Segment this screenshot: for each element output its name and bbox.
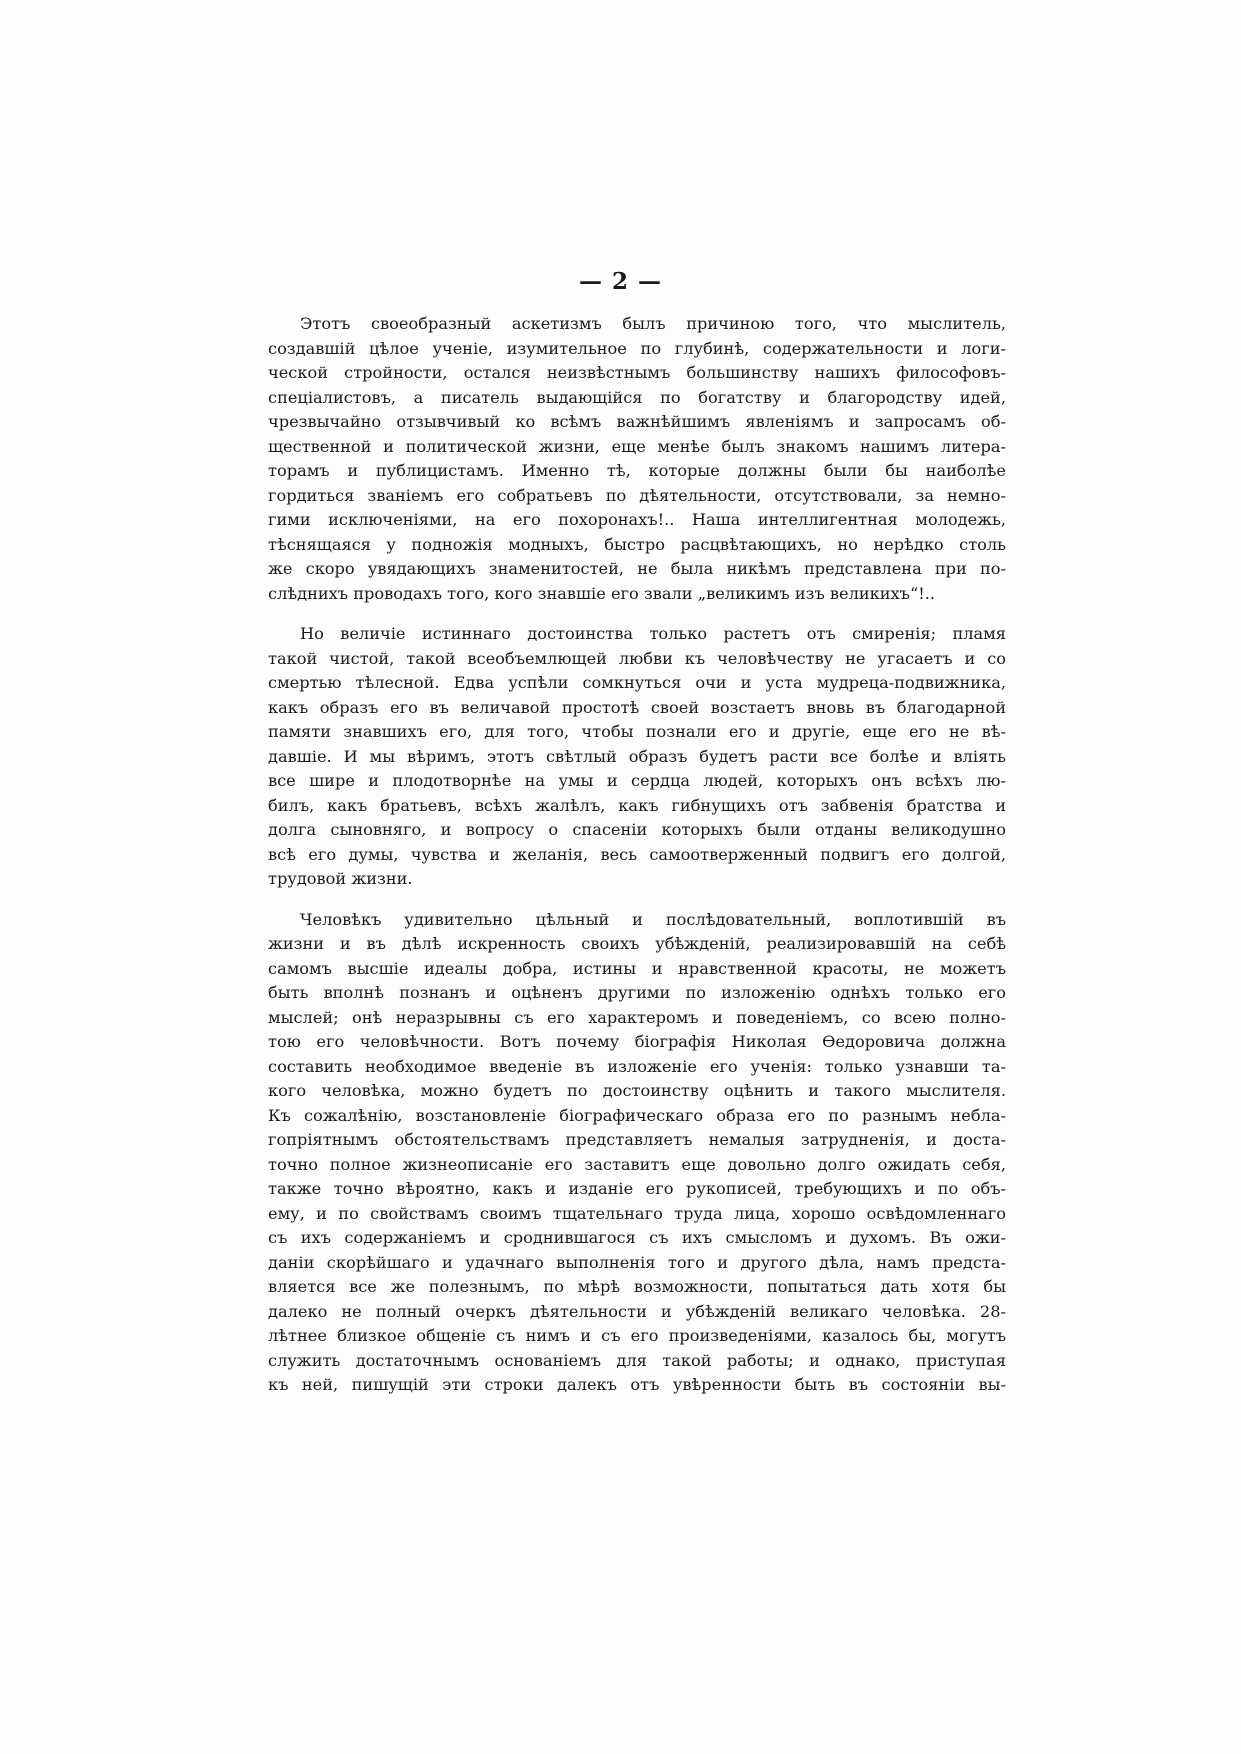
text-line: торамъ и публицистамъ. Именно тѣ, которые должны были бы наиболѣе <box>268 461 1006 480</box>
text-line: все шире и плодотворнѣе на умы и сердца людей, которыхъ онъ всѣхъ лю- <box>268 771 1006 790</box>
text-line: какъ образъ его въ величавой простотѣ своей возстаетъ вновь въ благодарной <box>268 697 1006 717</box>
text-line: составить необходимое введеніе въ изложеніе его ученія: только узнавши та- <box>268 1056 1006 1076</box>
text-line: быть вполнѣ познанъ и оцѣненъ другими по изложенію однѣхъ только его <box>268 983 1006 1002</box>
text-line: далеко не полный очеркъ дѣятельности и убѣжденій великаго человѣка. 28- <box>268 1301 1006 1321</box>
text-line: же скоро увядающихъ знаменитостей, не была никѣмъ представлена при по- <box>268 559 1006 578</box>
text-line: самомъ высшіе идеалы добра, истины и нравственной красоты, не можетъ <box>268 958 1006 978</box>
text-line: долга сыновняго, и вопросу о спасеніи которыхъ были отданы великодушно <box>268 820 1006 839</box>
text-line: съ ихъ содержаніемъ и сроднившагося съ ихъ смысломъ и духомъ. Въ ожи- <box>268 1228 1006 1247</box>
text-line: даніи скорѣйшаго и удачнаго выполненія того и другого дѣла, намъ предста- <box>268 1252 1006 1272</box>
text-line: къ ней, пишущій эти строки далекъ отъ увѣренности быть въ состояніи вы- <box>268 1375 1006 1394</box>
text-line: жизни и въ дѣлѣ искренность своихъ убѣжденій, реализировавшій на себѣ <box>268 934 1006 953</box>
body-text <box>268 312 1006 1414</box>
text-line: смертью тѣлесной. Едва успѣли сомкнуться очи и уста мудреца-подвижника, <box>268 673 1006 692</box>
text-line: Къ сожалѣнію, возстановленіе біографическаго образа его по разнымъ небла- <box>268 1105 1006 1125</box>
text-line: Но величіе истиннаго достоинства только растетъ отъ смиренія; пламя <box>300 624 1006 643</box>
text-line: точно полное жизнеописаніе его заставитъ еще довольно долго ожидать себя, <box>268 1154 1006 1174</box>
text-line: билъ, какъ братьевъ, всѣхъ жалѣлъ, какъ гибнущихъ отъ забвенія братства и <box>268 795 1006 815</box>
text-line: Этотъ своеобразный аскетизмъ былъ причиною того, что мыслитель, <box>300 314 1006 333</box>
text-line: щественной и политической жизни, еще менѣе былъ знакомъ нашимъ литера- <box>268 436 1006 456</box>
text-line: памяти знавшихъ его, для того, чтобы познали его и другіе, еще его не вѣ- <box>268 722 1006 741</box>
paragraph-2 <box>268 622 1006 892</box>
text-line: мыслей; онѣ неразрывны съ его характеромъ и поведеніемъ, со всею полно- <box>268 1007 1006 1027</box>
text-line: всѣ его думы, чувства и желанія, весь самоотверженный подвигъ его долгой, <box>268 844 1006 864</box>
text-line: ческой стройности, остался неизвѣстнымъ большинству нашихъ философовъ- <box>268 363 1006 382</box>
text-line: лѣтнее близкое общеніе съ нимъ и съ его произведеніями, казалось бы, могутъ <box>268 1326 1006 1345</box>
text-line: Человѣкъ удивительно цѣльный и послѣдовательный, воплотившій въ <box>300 909 1006 929</box>
paragraph-3 <box>268 908 1006 1398</box>
text-line: давшіе. И мы вѣримъ, этотъ свѣтлый образъ будетъ расти все болѣе и вліять <box>268 746 1006 766</box>
text-line: тѣснящаяся у подножія модныхъ, быстро расцвѣтающихъ, но нерѣдко столь <box>268 534 1006 554</box>
paragraph-1 <box>268 312 1006 606</box>
text-line: служить достаточнымъ основаніемъ для такой работы; и однако, приступая <box>268 1350 1006 1370</box>
text-line: спеціалистовъ, а писатель выдающійся по богатству и благородству идей, <box>268 387 1006 407</box>
text-line: вляется все же полезнымъ, по мѣрѣ возможности, попытаться дать хотя бы <box>268 1277 1006 1296</box>
text-line: тою его человѣчности. Вотъ почему біографія Николая Ѳедоровича должна <box>268 1032 1006 1051</box>
text-line: такой чистой, такой всеобъемлющей любви къ человѣчеству не угасаетъ и со <box>268 648 1006 668</box>
text-line: также точно вѣроятно, какъ и изданіе его рукописей, требующихъ и по объ- <box>268 1179 1006 1198</box>
text-line: гопріятнымъ обстоятельствамъ представляетъ немалыя затрудненія, и доста- <box>268 1130 1006 1149</box>
text-line: гордиться званіемъ его собратьевъ по дѣятельности, отсутствовали, за немно- <box>268 485 1006 505</box>
text-line: кого человѣка, можно будетъ по достоинству оцѣнить и такого мыслителя. <box>268 1081 1006 1100</box>
text-line: гими исключеніями, на его похоронахъ!.. Наша интеллигентная молодежь, <box>268 510 1006 529</box>
text-line: слѣднихъ проводахъ того, кого знавшіе его звали „великимъ изъ великихъ“!.. <box>268 583 936 603</box>
text-line: создавшій цѣлое ученіе, изумительное по глубинѣ, содержательности и логи- <box>268 338 1006 358</box>
text-line: ему, и по свойствамъ своимъ тщательнаго труда лица, хорошо освѣдомленнаго <box>268 1203 1006 1223</box>
text-line: трудовой жизни. <box>268 869 413 888</box>
text-line: чрезвычайно отзывчивый ко всѣмъ важнѣйшимъ явленіямъ и запросамъ об- <box>268 412 1006 431</box>
page-number: — 2 — <box>578 268 663 295</box>
